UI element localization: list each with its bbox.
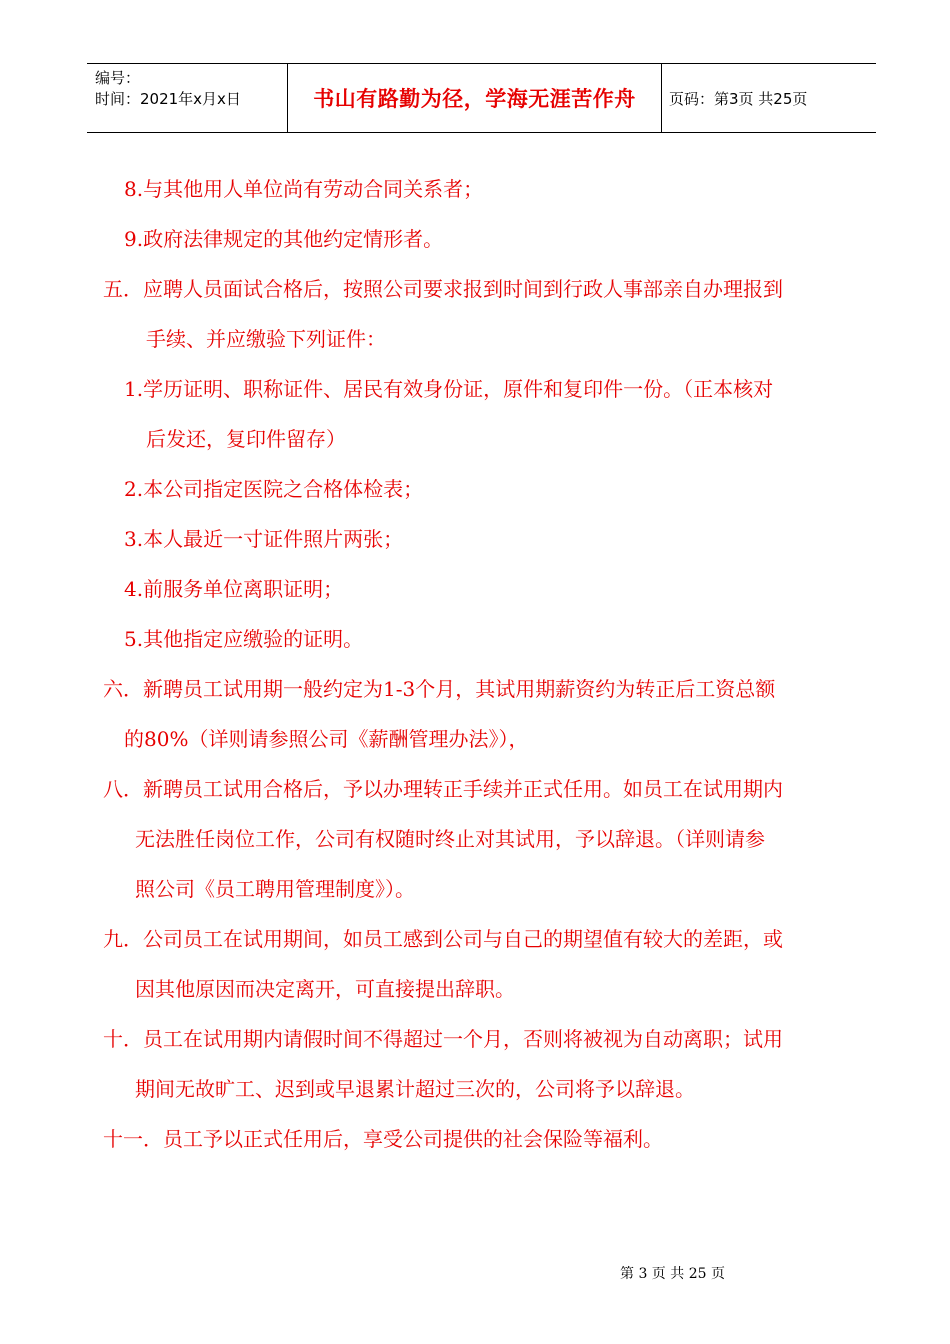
- section-item-continuation: 的80%（详则请参照公司《薪酬管理办法》），: [124, 727, 529, 751]
- header-page-cell: [661, 64, 876, 132]
- section-item: 九．公司员工在试用期间，如员工感到公司与自己的期望值有较大的差距，或: [103, 927, 783, 951]
- list-item: 9.政府法律规定的其他约定情形者。: [124, 227, 444, 251]
- header-motto: 书山有路勤为径，学海无涯苦作舟: [313, 87, 636, 111]
- section-item-continuation: 手续、并应缴验下列证件：: [146, 327, 386, 351]
- header-motto-cell: [287, 64, 662, 132]
- page-footer: 第 3 页 共 25 页: [620, 1266, 725, 1282]
- section-item: 六．新聘员工试用期一般约定为1-3个月，其试用期薪资约为转正后工资总额: [103, 677, 776, 701]
- section-item-continuation: 无法胜任岗位工作，公司有权随时终止对其试用，予以辞退。（详则请参: [135, 827, 765, 851]
- section-item: 十．员工在试用期内请假时间不得超过一个月，否则将被视为自动离职；试用: [103, 1027, 783, 1051]
- list-item: 2.本公司指定医院之合格体检表；: [124, 477, 424, 501]
- section-item-continuation: 期间无故旷工、迟到或早退累计超过三次的，公司将予以辞退。: [135, 1077, 695, 1101]
- section-item: 十一．员工予以正式任用后，享受公司提供的社会保险等福利。: [103, 1127, 663, 1151]
- page-header: [87, 63, 876, 133]
- section-item-continuation: 因其他原因而决定离开，可直接提出辞职。: [135, 977, 515, 1001]
- section-item: 五．应聘人员面试合格后，按照公司要求报到时间到行政人事部亲自办理报到: [103, 277, 783, 301]
- list-item: 3.本人最近一寸证件照片两张；: [124, 527, 404, 551]
- header-meta-cell: [87, 64, 287, 132]
- section-item: 八．新聘员工试用合格后，予以办理转正手续并正式任用。如员工在试用期内: [103, 777, 783, 801]
- document-number-label: 编号：: [95, 69, 141, 87]
- header-page-info: 页码：第3页 共25页: [669, 89, 808, 108]
- list-item: 1.学历证明、职称证件、居民有效身份证，原件和复印件一份。（正本核对: [124, 377, 774, 401]
- list-item: 4.前服务单位离职证明；: [124, 577, 344, 601]
- list-item: 5.其他指定应缴验的证明。: [124, 627, 364, 651]
- list-item: 8.与其他用人单位尚有劳动合同关系者；: [124, 177, 484, 201]
- document-time-label: 时间：2021年x月x日: [95, 90, 241, 108]
- section-item-continuation: 照公司《员工聘用管理制度》）。: [135, 877, 415, 901]
- list-item-continuation: 后发还，复印件留存）: [146, 427, 346, 451]
